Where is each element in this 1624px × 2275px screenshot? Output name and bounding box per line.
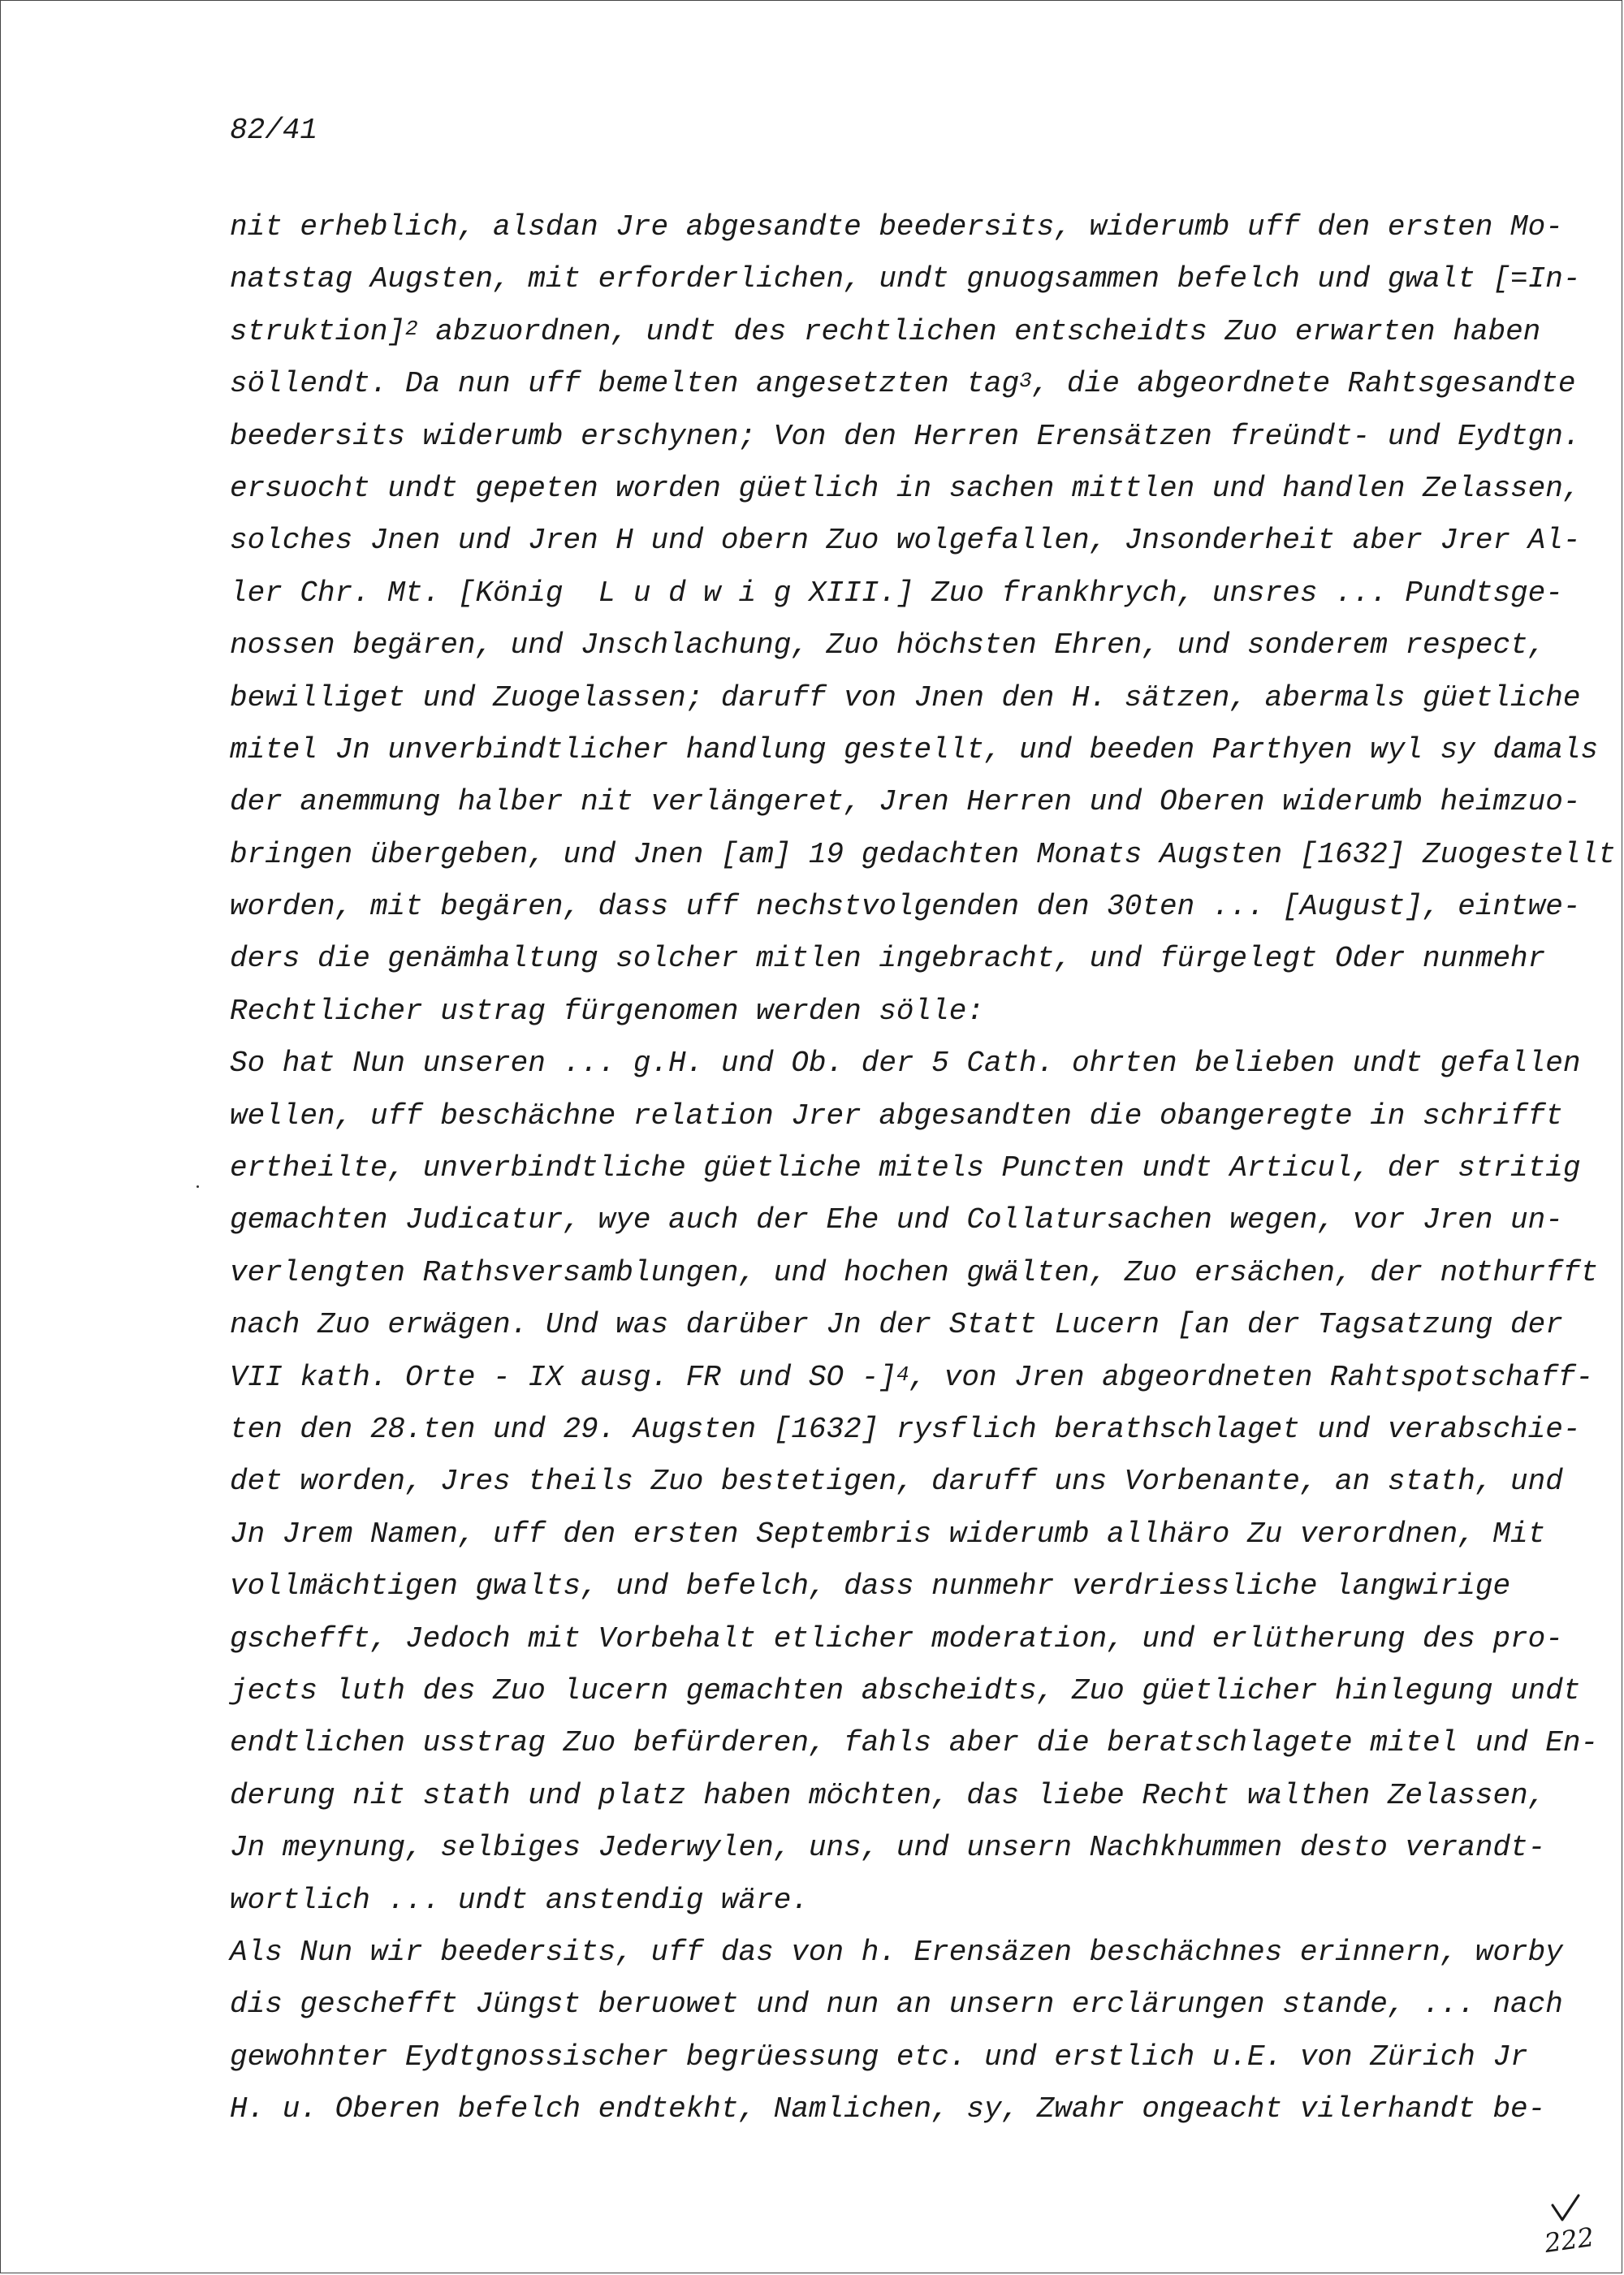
text-segment: jects luth des Zuo lucern gemachten abscheidts, Zuo güetlicher hinlegung undt bbox=[230, 1673, 1581, 1707]
text-line bbox=[230, 1665, 1581, 1717]
text-line bbox=[230, 463, 1581, 515]
text-segment: derung nit stath und platz haben möchten, das liebe Recht walthen Zelassen, bbox=[230, 1778, 1546, 1812]
text-segment: nach Zuo erwägen. Und was darüber Jn der Statt Lucern [an der Tagsatzung der bbox=[230, 1308, 1563, 1342]
text-segment: Jn meynung, selbiges Jederwylen, uns, und unsern Nachkhummen desto verandt- bbox=[230, 1831, 1546, 1865]
footnote-marker: 2 bbox=[405, 316, 418, 341]
text-line bbox=[230, 1247, 1599, 1299]
text-segment: gemachten Judicatur, wye auch der Ehe und Collatursachen wegen, vor Jren un- bbox=[230, 1203, 1563, 1237]
text-line bbox=[230, 986, 1561, 1038]
text-segment: ten den 28.ten und 29. Augsten [1632] rysflich berathschlaget und verabschie- bbox=[230, 1412, 1581, 1446]
folio-number: 222 bbox=[1542, 2221, 1596, 2260]
text-segment: wellen, uff beschächne relation Jrer abgesandten die obangeregte in schrifft bbox=[230, 1099, 1563, 1133]
footnote-marker: 3 bbox=[1019, 369, 1032, 394]
text-segment: VII kath. Orte - IX ausg. FR und SO -] bbox=[230, 1360, 896, 1394]
text-segment: solches Jnen und Jren H und obern Zuo wolgefallen, Jnsonderheit aber Jrer Al- bbox=[230, 524, 1581, 558]
text-segment: H. u. Oberen befelch endtekht, Namlichen, sy, Zwahr ongeacht vilerhandt be- bbox=[230, 2092, 1546, 2126]
text-line bbox=[230, 1770, 1561, 1822]
text-line bbox=[230, 1456, 1561, 1508]
text-segment: det worden, Jres theils Zuo bestetigen, daruff uns Vorbenante, an stath, und bbox=[230, 1465, 1563, 1499]
text-segment: der anemmung halber nit verlängeret, Jren Herren und Oberen widerumb heimzuo- bbox=[230, 785, 1581, 819]
text-segment: söllendt. Da nun uff bemelten angesetzten tag bbox=[230, 367, 1020, 401]
page-number: 82/41 bbox=[230, 114, 318, 147]
text-segment: endtlichen usstrag Zuo befürderen, fahls aber die beratschlagete mitel und En- bbox=[230, 1726, 1599, 1760]
text-segment: ersuocht undt gepeten worden güetlich in sachen mittlen und handlen Zelassen, bbox=[230, 471, 1581, 505]
text-line bbox=[230, 1561, 1561, 1612]
text-line bbox=[230, 253, 1581, 305]
text-line bbox=[230, 2083, 1561, 2135]
text-segment: mitel Jn unverbindtlicher handlung gestellt, und beeden Parthyen wyl sy damals bbox=[230, 732, 1599, 766]
text-line bbox=[230, 1979, 1561, 2031]
text-line bbox=[230, 881, 1581, 933]
text-segment: bringen übergeben, und Jnen [am] 19 gedachten Monats Augsten [1632] Zuogestellt bbox=[230, 837, 1616, 871]
text-segment: dis geschefft Jüngst beruowet und nun an unsern erclärungen stande, ... nach bbox=[230, 1988, 1563, 2022]
text-line bbox=[230, 1194, 1561, 1246]
text-segment: Jn Jrem Namen, uff den ersten Septembris widerumb allhäro Zu verordnen, Mit bbox=[230, 1517, 1546, 1551]
text-line bbox=[230, 411, 1581, 463]
text-segment: , von Jren abgeordneten Rahtspotschaff- bbox=[909, 1360, 1594, 1394]
text-line bbox=[230, 724, 1599, 776]
text-line bbox=[230, 1142, 1581, 1194]
checkmark-icon bbox=[1549, 2194, 1582, 2223]
text-line bbox=[230, 1038, 1581, 1090]
text-line bbox=[230, 1927, 1561, 1979]
typed-body-text bbox=[230, 201, 1616, 2135]
text-segment: Rechtlicher ustrag fürgenomen werden sölle: bbox=[230, 994, 984, 1028]
text-segment: , die abgeordnete Rahtsgesandte bbox=[1031, 367, 1576, 401]
text-line bbox=[230, 358, 1576, 410]
text-segment: ertheilte, unverbindtliche güetliche mitels Puncten undt Articul, der stritig bbox=[230, 1151, 1581, 1185]
text-line bbox=[230, 1509, 1561, 1561]
text-line bbox=[230, 829, 1616, 881]
text-line bbox=[230, 619, 1561, 671]
text-segment: Als Nun wir beedersits, uff das von h. Erensäzen beschächnes erinnern, worby bbox=[230, 1935, 1563, 1969]
text-line bbox=[230, 1352, 1594, 1404]
text-line bbox=[230, 1613, 1561, 1665]
footnote-marker: 4 bbox=[896, 1362, 909, 1387]
text-line bbox=[230, 1822, 1561, 1874]
text-line bbox=[230, 933, 1561, 985]
text-line bbox=[230, 1875, 1561, 1927]
text-segment: nossen begären, und Jnschlachung, Zuo höchsten Ehren, und sonderem respect, bbox=[230, 628, 1546, 663]
text-segment: beedersits widerumb erschynen; Von den Herren Erensätzen freündt- und Eydtgn. bbox=[230, 419, 1581, 453]
text-line bbox=[230, 1299, 1561, 1351]
text-line bbox=[230, 201, 1561, 253]
text-segment: wortlich ... undt anstendig wäre. bbox=[230, 1883, 809, 1917]
text-line bbox=[230, 1404, 1581, 1456]
text-line bbox=[230, 515, 1581, 567]
text-line bbox=[230, 2031, 1561, 2083]
text-line bbox=[230, 1090, 1561, 1142]
text-segment: nit erheblich, alsdan Jre abgesandte beedersits, widerumb uff den ersten Mo- bbox=[230, 210, 1563, 244]
text-segment: verlengten Rathsversamblungen, und hochen gwälten, Zuo ersächen, der nothurfft bbox=[230, 1255, 1599, 1289]
text-segment: vollmächtigen gwalts, und befelch, dass nunmehr verdriessliche langwirige bbox=[230, 1569, 1511, 1604]
text-line bbox=[230, 568, 1561, 619]
text-segment: ders die genämhaltung solcher mitlen ingebracht, und fürgelegt Oder nunmehr bbox=[230, 942, 1546, 976]
stray-ink-dot bbox=[197, 1185, 199, 1188]
text-segment: struktion] bbox=[230, 314, 406, 348]
text-segment: So hat Nun unseren ... g.H. und Ob. der 5 Cath. ohrten belieben undt gefallen bbox=[230, 1047, 1581, 1081]
text-segment: abzuordnen, undt des rechtlichen entscheidts Zuo erwarten haben bbox=[417, 314, 1541, 348]
text-line bbox=[230, 776, 1581, 828]
text-line bbox=[230, 672, 1581, 724]
text-line bbox=[230, 306, 1561, 358]
text-line bbox=[230, 1717, 1599, 1769]
text-segment: bewilliget und Zuogelassen; daruff von Jnen den H. sätzen, abermals güetliche bbox=[230, 680, 1581, 714]
text-segment: worden, mit begären, dass uff nechstvolgenden den 30ten ... [August], eintwe- bbox=[230, 890, 1581, 924]
text-segment: ler Chr. Mt. [König L u d w i g XIII.] Zuo frankhrych, unsres ... Pundtsge- bbox=[230, 576, 1563, 610]
text-segment: gewohnter Eydtgnossischer begrüessung etc. und erstlich u.E. von Zürich Jr bbox=[230, 2040, 1528, 2074]
text-segment: natstag Augsten, mit erforderlichen, undt gnuogsammen befelch und gwalt [=In- bbox=[230, 262, 1581, 296]
text-segment: gschefft, Jedoch mit Vorbehalt etlicher moderation, und erlütherung des pro- bbox=[230, 1621, 1563, 1656]
